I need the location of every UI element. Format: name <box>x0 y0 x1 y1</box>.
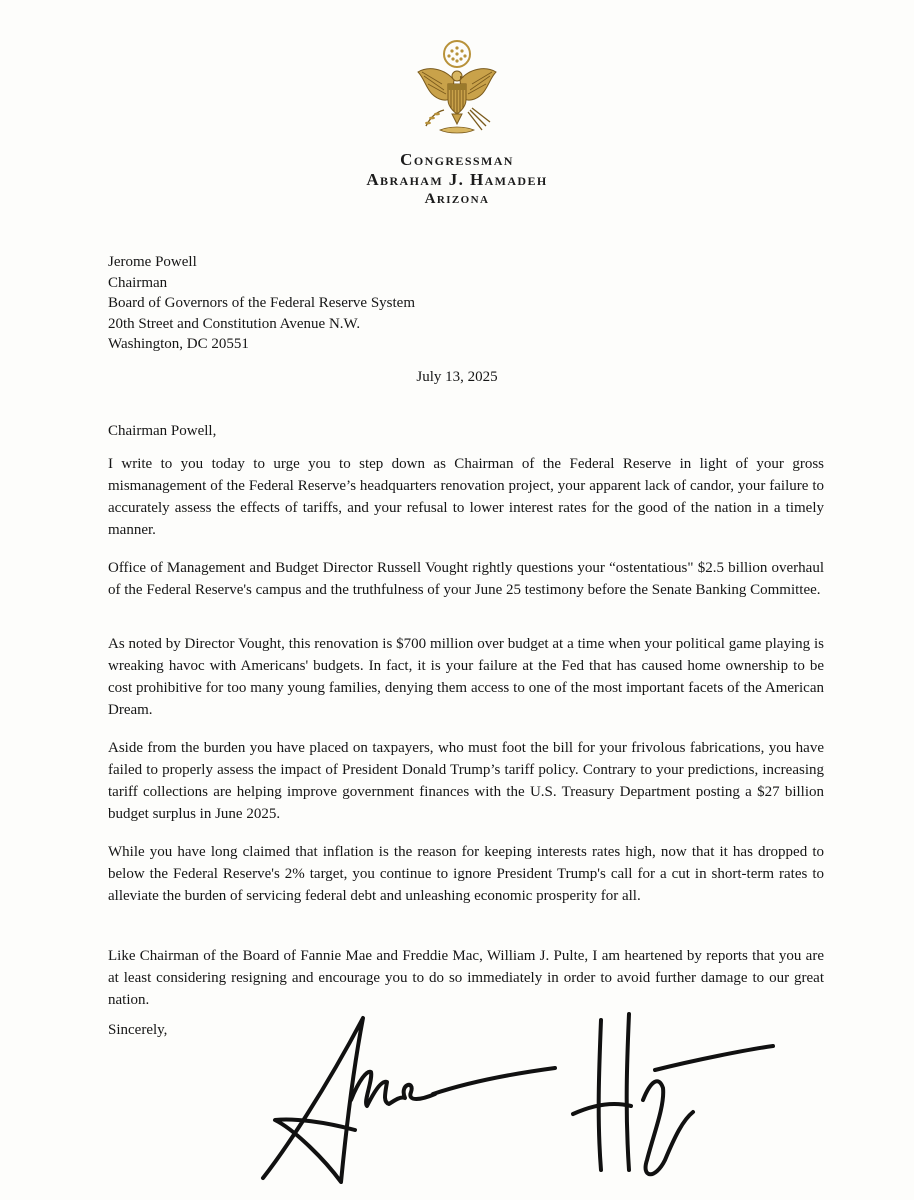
body-paragraph: Like Chairman of the Board of Fannie Mae and Freddie Mac, William J. Pulte, I am heartened by reports that you are at least considering resigning and encourage you to do so immediately in order to avoid further damage to our great nation. <box>108 948 824 1008</box>
letter-date: July 13, 2025 <box>416 369 498 385</box>
eagle-seal-icon <box>414 38 500 140</box>
body-paragraph: As noted by Director Vought, this renovation is $700 million over budget at a time when your political game playing is wreaking havoc with Americans' budgets. In fact, it is your failure at the Fed that has caused home ownership to be cost prohibitive for too many young families, denying them access to one of the most important facets of the American Dream. <box>108 636 824 718</box>
body-paragraph: Office of Management and Budget Director Russell Vought rightly questions your “ostentatious" $2.5 billion overhaul of the Federal Reserve's campus and the truthfulness of your June 25 testimony before the Senate Banking Committee. <box>108 560 824 598</box>
letterhead <box>0 150 914 209</box>
letterhead-state: Arizona <box>424 191 490 207</box>
body-paragraph: I write to you today to urge you to step down as Chairman of the Federal Reserve in light of your gross mismanagement of the Federal Reserve’s headquarters renovation project, your apparent lack of candor, your failure to accurately assess the effects of tariffs, and your refusal to lower interest rates for the good of the nation in a timely manner. <box>108 456 824 538</box>
letterhead-office: Congressman <box>400 150 514 169</box>
body-paragraph: Aside from the burden you have placed on taxpayers, who must foot the bill for your frivolous fabrications, you have failed to properly assess the impact of President Donald Trump’s tariff policy. Contrary to your predictions, increasing tariff collections are helping improve government finances with the U.S. Treasury Department posting a $27 billion budget surplus in June 2025. <box>108 740 824 822</box>
recipient-address <box>108 252 415 355</box>
recipient-city: Washington, DC 20551 <box>108 336 249 352</box>
body-paragraph: While you have long claimed that inflation is the reason for keeping interests rates high, now that it has dropped to below the Federal Reserve's 2% target, you continue to ignore President Trump's call for a cut in short-term rates to alleviate the burden of servicing federal debt and unleashing economic prosperity for all. <box>108 844 824 904</box>
letterhead-name: Abraham J. Hamadeh <box>366 170 548 189</box>
closing: Sincerely, <box>108 1022 168 1038</box>
recipient-title: Chairman <box>108 274 168 291</box>
recipient-name: Jerome Powell <box>108 254 197 270</box>
signature <box>255 1010 775 1190</box>
recipient-organization: Board of Governors of the Federal Reserve System <box>108 295 416 311</box>
salutation: Chairman Powell, <box>108 423 217 439</box>
recipient-street: 20th Street and Constitution Avenue N.W. <box>108 315 361 332</box>
